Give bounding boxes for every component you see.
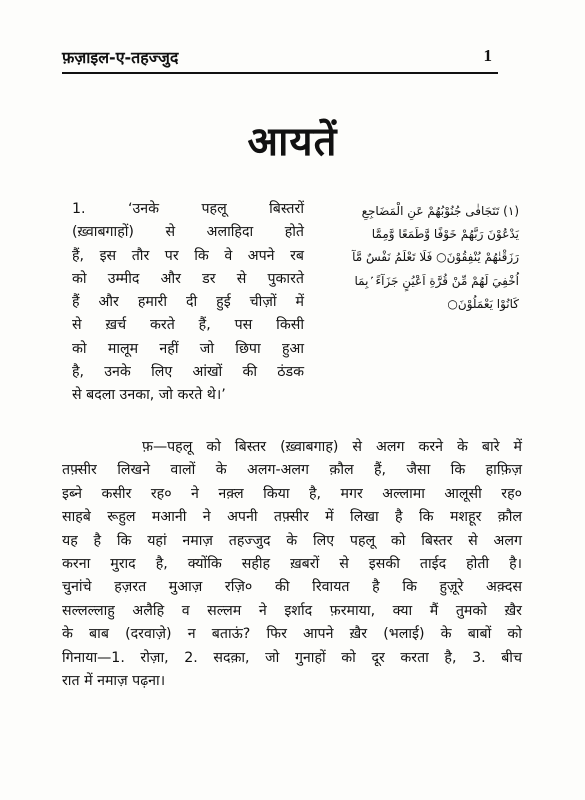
verse-line: को उम्मीद और डर से पुकारते [72,270,304,287]
commentary-line: के बाब (दरवाज़े) न बताऊं? फिर आपने ख़ैर (भलाई) के बाबों को [62,626,522,643]
verse-line: (ख़्वाबगाहों) से अलाहिदा होते [72,224,304,241]
commentary-line: इब्ने कसीर रह० ने नक़्ल किया है, मगर अल्लामा आलूसी रह० [62,485,522,502]
verse-arabic [301,200,519,316]
commentary-line: फ़—पहलू को बिस्तर (ख़्वाबगाह) से अलग करने के बारे में [142,439,522,455]
arabic-line: كَانُوْا يَعْمَلُوْنَ○ [447,296,519,311]
arabic-line: رَزَقْنٰهُمْ يُنْفِقُوْنَ○ فَلَا تَعْلَمُ نَفْسٌ مَّآ [352,250,519,265]
arabic-line: يَدْعُوْنَ رَبَّهُمْ خَوْفًا وَّطَمَعًا وَّمِمَّا [371,227,519,242]
verse-line: हैं और हमारी दी हुई चीज़ों में [72,294,304,311]
header-divider [62,72,498,74]
book-title: फ़ज़ाइल-ए-तहज्जुद [62,48,179,67]
verse-line: हैं, इस तौर पर कि वे अपने रब [72,247,304,264]
commentary-line: चुनांचे हज़रत मुआज़ रज़ि० की रिवायत है कि हुज़ूरे अक़्दस [62,579,522,596]
chapter-title: आयतें [247,119,338,165]
commentary-line: तफ़्सीर लिखने वालों के अलग-अलग क़ौल हैं, जैसा कि हाफ़िज़ [62,462,522,479]
verse-line: को मालूम नहीं जो छिपा हुआ [72,340,304,357]
commentary-paragraph [62,436,522,693]
page-number: 1 [483,46,492,65]
arabic-line: اُخْفِيَ لَهُمْ مِّنْ قُرَّةِ اَعْيُنٍ جَزَآءً ۢبِمَا [354,273,519,288]
commentary-line: करना मुराद है, क्योंकि सहीह ख़बरों से इसकी ताईद होती है। [62,556,522,573]
verse-translation [72,198,304,408]
verse-line: 1. ‘उनके पहलू बिस्तरों [72,201,304,217]
verse-line: से बदला उनका, जो करते थे।’ [72,387,226,404]
commentary-line: गिनाया—1. रोज़ा, 2. सदक़ा, जो गुनाहों को दूर करता है, 3. बीच [62,649,522,666]
commentary-line: साहबे रूहुल मआनी ने अपनी तफ़्सीर में लिखा है कि मशहूर क़ौल [62,509,522,526]
verse-line: से ख़र्च करते हैं, पस किसी [72,317,304,334]
arabic-line: (١) تَتَجَافٰى جُنُوْبُهُمْ عَنِ الْمَضَاجِعِ [361,204,519,218]
commentary-line: यह है कि यहां नमाज़ तहज्जुद के लिए पहलू को बिस्तर से अलग [62,532,522,549]
commentary-line: सल्लल्लाहु अलैहि व सल्लम ने इर्शाद फ़रमाया, क्या मैं तुमको ख़ैर [62,602,522,619]
commentary-line: रात में नमाज़ पढ़ना। [62,673,166,690]
verse-line: है, उनके लिए आंखों की ठंडक [72,364,304,381]
